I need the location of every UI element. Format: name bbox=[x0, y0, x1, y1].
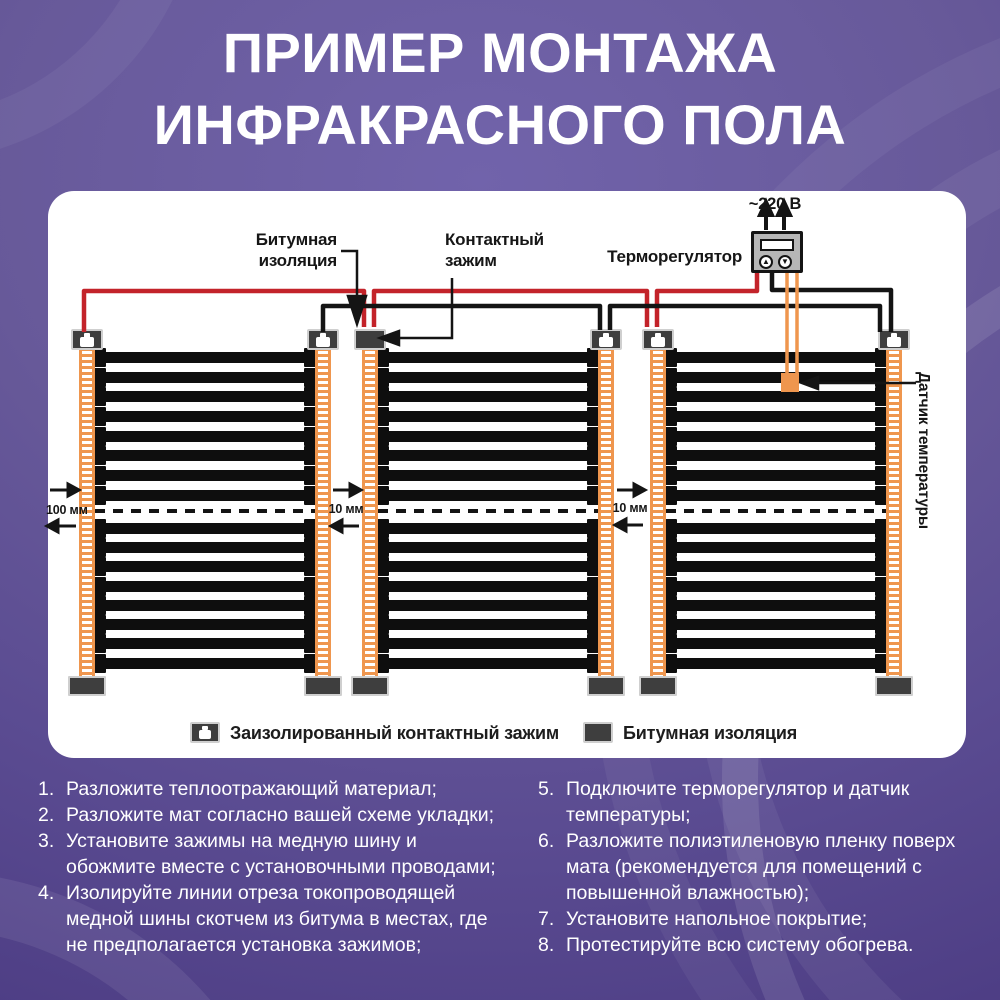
page-title-line1: ПРИМЕР МОНТАЖА bbox=[222, 21, 778, 84]
sensor-pointer-arrow bbox=[802, 377, 916, 389]
thermostat-down-button: ▼ bbox=[778, 255, 792, 269]
page-title-line2: ИНФРАКРАСНОГО ПОЛА bbox=[153, 92, 847, 156]
instruction-item-7: 7. Установите напольное покрытие; bbox=[538, 908, 868, 930]
instructions-right bbox=[538, 776, 990, 958]
instruction-item-1: 1. Разложите теплоотражающий материал; bbox=[38, 778, 437, 800]
temperature-sensor-label: Датчик температуры bbox=[915, 372, 932, 529]
clamp-pointer-arrow bbox=[380, 278, 452, 345]
instruction-item-6: 6. Разложите полиэтиленовую пленку поверх мата (рекомендуется для помещений с повышенной влажностью); bbox=[538, 830, 956, 904]
instruction-item-2: 2. Разложите мат согласно вашей схеме укладки; bbox=[38, 804, 495, 826]
sensor-cable bbox=[787, 272, 797, 376]
instruction-item-8: 8. Протестируйте всю систему обогрева. bbox=[538, 934, 914, 956]
legend-insulated-clamp: Заизолированный контактный зажим bbox=[230, 723, 559, 743]
instruction-item-5: 5. Подключите терморегулятор и датчик температуры; bbox=[538, 778, 910, 826]
instructions-left bbox=[38, 776, 508, 958]
thermostat-up-button: ▲ bbox=[759, 255, 773, 269]
voltage-label: ~220 В bbox=[748, 195, 802, 213]
dim-10mm-label-1: 10 мм bbox=[328, 502, 364, 516]
dim-100mm-label: 100 мм bbox=[46, 503, 88, 517]
instruction-item-4: 4. Изолируйте линии отреза токопроводящей медной шины скотчем из битума в местах, где не предполагается установка зажимов; bbox=[38, 882, 488, 956]
insulated-clamp-icon bbox=[190, 722, 220, 743]
thermostat-device bbox=[751, 231, 803, 273]
instruction-item-3: 3. Установите зажимы на медную шину и обожмите вместе с установочными проводами; bbox=[38, 830, 496, 878]
contact-clamp-label: Контактный зажим bbox=[445, 230, 544, 271]
thermostat-label: Терморегулятор bbox=[607, 247, 742, 266]
black-wire bbox=[323, 272, 891, 332]
red-wire bbox=[84, 272, 757, 332]
temperature-sensor bbox=[781, 373, 799, 392]
bitumen-icon bbox=[583, 722, 613, 743]
bitumen-insulation-label: Битумная изоляция bbox=[255, 230, 337, 271]
legend-bitumen: Битумная изоляция bbox=[623, 723, 798, 743]
thermostat-screen bbox=[760, 239, 794, 251]
dim-10mm-label-2: 10 мм bbox=[612, 501, 648, 515]
